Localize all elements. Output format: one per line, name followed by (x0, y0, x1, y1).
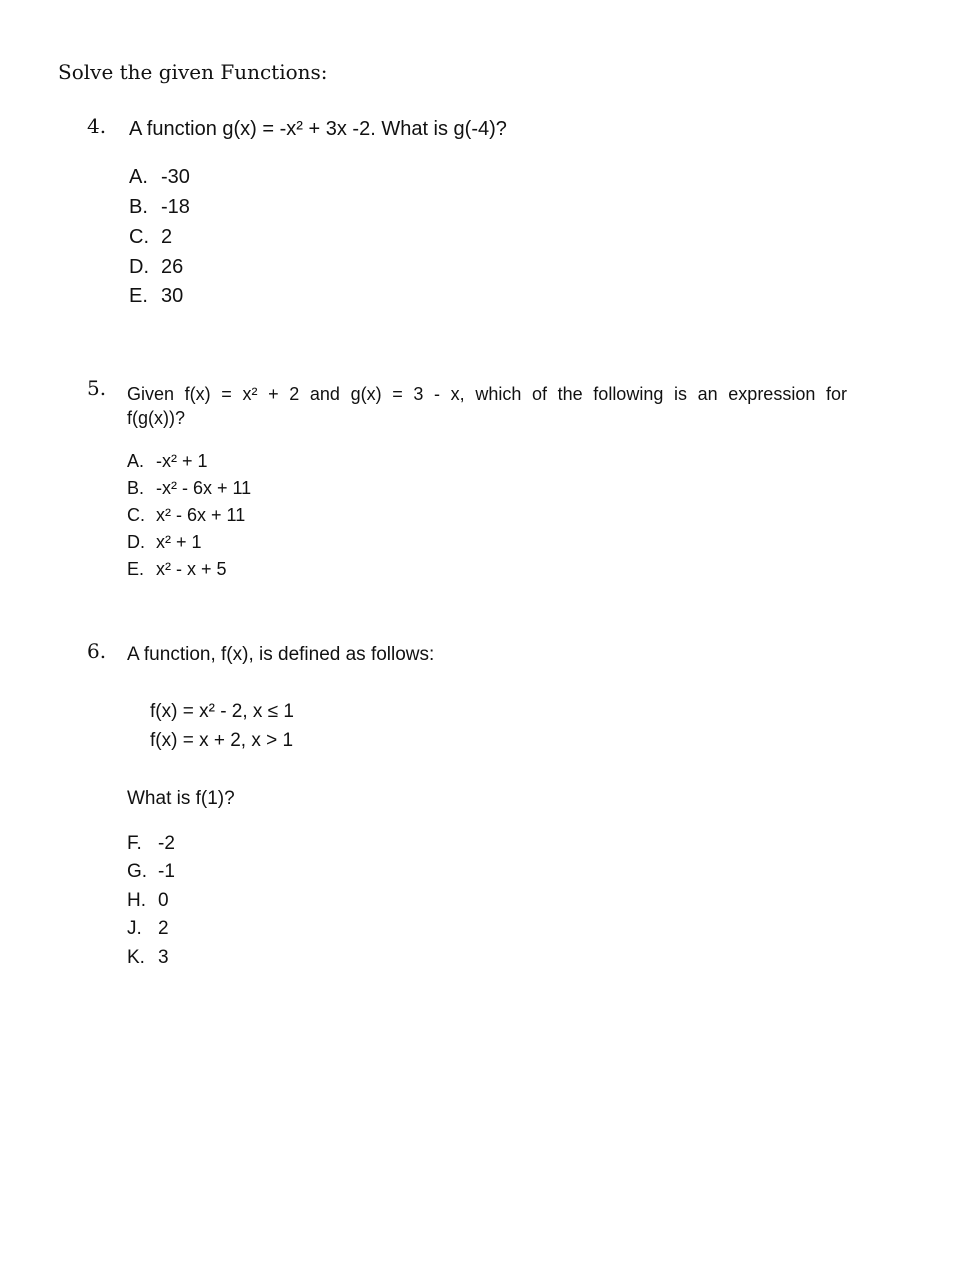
option-letter: B. (129, 196, 148, 218)
option-text: -2 (158, 833, 175, 854)
option-letter: E. (127, 559, 145, 579)
option-text: 3 (158, 947, 169, 968)
option-text: -x² - 6x + 11 (156, 478, 252, 498)
option-letter: K. (127, 947, 145, 968)
option-letter: D. (127, 532, 145, 552)
page-title: Solve the given Functions: (58, 60, 328, 84)
option-e (129, 285, 183, 308)
option-c (127, 505, 245, 526)
option-text: 2 (161, 226, 173, 248)
option-g (127, 861, 175, 883)
option-text: 0 (158, 890, 169, 911)
option-text: -18 (161, 196, 190, 218)
question-text: A function, f(x), is defined as follows: (127, 644, 435, 665)
option-letter: C. (129, 226, 149, 248)
option-j (127, 918, 169, 940)
option-a (127, 451, 208, 472)
question-text: A function g(x) = -x² + 3x -2. What is g(-4)? (129, 118, 507, 140)
option-text: 2 (158, 918, 169, 939)
question-text-line2: f(g(x))? (127, 408, 185, 428)
question-number: 6. (87, 639, 107, 663)
option-letter: C. (127, 505, 145, 525)
option-d (129, 256, 183, 279)
question-number: 4. (87, 114, 107, 138)
option-letter: H. (127, 890, 146, 911)
option-d (127, 532, 202, 553)
question-text-line1: Given f(x) = x² + 2 and g(x) = 3 - x, which of the following is an expression for (127, 384, 847, 404)
option-letter: D. (129, 256, 149, 278)
option-h (127, 890, 169, 912)
option-letter: B. (127, 478, 145, 498)
option-a (129, 166, 190, 189)
option-letter: J. (127, 918, 142, 939)
option-b (129, 196, 190, 219)
option-f (127, 833, 175, 855)
option-letter: A. (129, 166, 148, 188)
definition-line-1: f(x) = x² - 2, x ≤ 1 (150, 701, 294, 722)
option-text: x² + 1 (156, 532, 202, 552)
question-number: 5. (87, 376, 107, 400)
option-text: x² - x + 5 (156, 559, 227, 579)
option-text: 30 (161, 285, 184, 307)
option-text: -30 (161, 166, 190, 188)
option-e (127, 559, 227, 580)
option-b (127, 478, 251, 499)
option-text: -x² + 1 (156, 451, 208, 471)
option-letter: A. (127, 451, 145, 471)
option-text: x² - 6x + 11 (156, 505, 246, 525)
option-c (129, 226, 172, 249)
option-letter: F. (127, 833, 142, 854)
option-text: -1 (158, 861, 175, 882)
option-letter: G. (127, 861, 148, 882)
subquestion: What is f(1)? (127, 788, 235, 809)
option-text: 26 (161, 256, 184, 278)
definition-line-2: f(x) = x + 2, x > 1 (150, 730, 294, 751)
option-letter: E. (129, 285, 148, 307)
option-k (127, 947, 169, 969)
